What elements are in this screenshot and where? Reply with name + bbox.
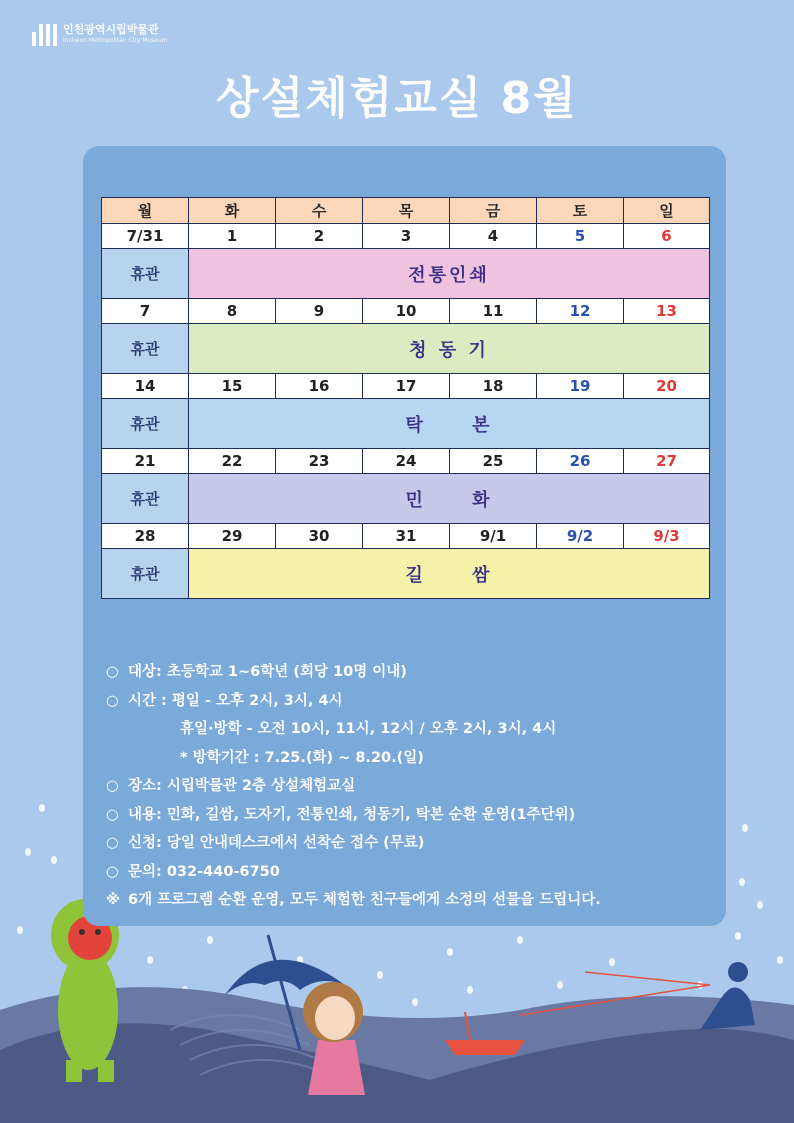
date-cell: 28 <box>102 524 189 549</box>
date-cell: 9/1 <box>450 524 537 549</box>
date-cell: 9/3 <box>624 524 710 549</box>
date-cell: 22 <box>189 449 276 474</box>
date-cell: 17 <box>363 374 450 399</box>
date-cell: 13 <box>624 299 710 324</box>
program-name: 길 쌈 <box>189 549 710 599</box>
info-apply: ○ 신청: 당일 안내데스크에서 선착순 접수 (무료) <box>106 835 425 851</box>
weekday-header: 일 <box>624 198 710 224</box>
date-row <box>102 449 710 474</box>
date-row <box>102 374 710 399</box>
info-place: ○ 장소: 시립박물관 2층 상설체험교실 <box>106 778 356 794</box>
program-row <box>102 324 710 374</box>
date-cell: 2 <box>276 224 363 249</box>
closed-cell: 휴관 <box>102 249 189 299</box>
date-cell: 10 <box>363 299 450 324</box>
program-row <box>102 399 710 449</box>
date-cell: 9/2 <box>537 524 624 549</box>
date-cell: 8 <box>189 299 276 324</box>
date-cell: 11 <box>450 299 537 324</box>
weekday-header: 화 <box>189 198 276 224</box>
info-content: ○ 내용: 민화, 길쌈, 도자기, 전통인쇄, 청동기, 탁본 순환 운영(1주단위) <box>106 806 576 823</box>
date-cell: 6 <box>624 224 710 249</box>
date-cell: 29 <box>189 524 276 549</box>
info-contact: ○ 문의: 032-440-6750 <box>106 863 280 880</box>
date-cell: 16 <box>276 374 363 399</box>
date-cell: 27 <box>624 449 710 474</box>
info-note: ※ 6개 프로그램 순환 운영, 모두 체험한 친구들에게 소정의 선물을 드립니다. <box>106 892 601 908</box>
program-name: 청 동 기 <box>189 324 710 374</box>
weekday-header: 금 <box>450 198 537 224</box>
date-cell: 12 <box>537 299 624 324</box>
date-cell: 24 <box>363 449 450 474</box>
closed-cell: 휴관 <box>102 324 189 374</box>
date-cell: 19 <box>537 374 624 399</box>
date-cell: 25 <box>450 449 537 474</box>
date-row <box>102 524 710 549</box>
closed-cell: 휴관 <box>102 474 189 524</box>
logo-mark-icon <box>32 22 57 46</box>
date-cell: 26 <box>537 449 624 474</box>
program-row <box>102 474 710 524</box>
weekday-header-row <box>102 198 710 224</box>
weekday-header: 수 <box>276 198 363 224</box>
date-cell: 7 <box>102 299 189 324</box>
logo-name-en: Incheon Metropolitan City Museum <box>63 37 168 44</box>
info-time-vacation: * 방학기간 : 7.25.(화) ~ 8.20.(일) <box>180 749 424 766</box>
date-cell: 1 <box>189 224 276 249</box>
weekday-header: 토 <box>537 198 624 224</box>
program-row <box>102 549 710 599</box>
info-target: ○ 대상: 초등학교 1~6학년 (회당 10명 이내) <box>106 664 407 680</box>
date-cell: 31 <box>363 524 450 549</box>
program-name: 전통인쇄 <box>189 249 710 299</box>
date-cell: 18 <box>450 374 537 399</box>
date-cell: 15 <box>189 374 276 399</box>
program-name: 민 화 <box>189 474 710 524</box>
date-row <box>102 224 710 249</box>
museum-logo <box>32 22 168 46</box>
date-row <box>102 299 710 324</box>
date-cell: 5 <box>537 224 624 249</box>
info-time-holiday: 휴일·방학 - 오전 10시, 11시, 12시 / 오후 2시, 3시, 4시 <box>180 721 557 737</box>
logo-name-ko: 인천광역시립박물관 <box>63 23 159 36</box>
date-cell: 30 <box>276 524 363 549</box>
program-row <box>102 249 710 299</box>
calendar-table <box>101 197 710 599</box>
date-cell: 23 <box>276 449 363 474</box>
info-time: ○ 시간 : 평일 - 오후 2시, 3시, 4시 <box>106 692 343 709</box>
info-section <box>106 658 601 915</box>
date-cell: 9 <box>276 299 363 324</box>
weekday-header: 목 <box>363 198 450 224</box>
date-cell: 14 <box>102 374 189 399</box>
closed-cell: 휴관 <box>102 549 189 599</box>
date-cell: 3 <box>363 224 450 249</box>
weekday-header: 월 <box>102 198 189 224</box>
date-cell: 4 <box>450 224 537 249</box>
date-cell: 7/31 <box>102 224 189 249</box>
page-title: 상설체험교실 8월 <box>216 73 578 124</box>
date-cell: 21 <box>102 449 189 474</box>
closed-cell: 휴관 <box>102 399 189 449</box>
date-cell: 20 <box>624 374 710 399</box>
program-name: 탁 본 <box>189 399 710 449</box>
